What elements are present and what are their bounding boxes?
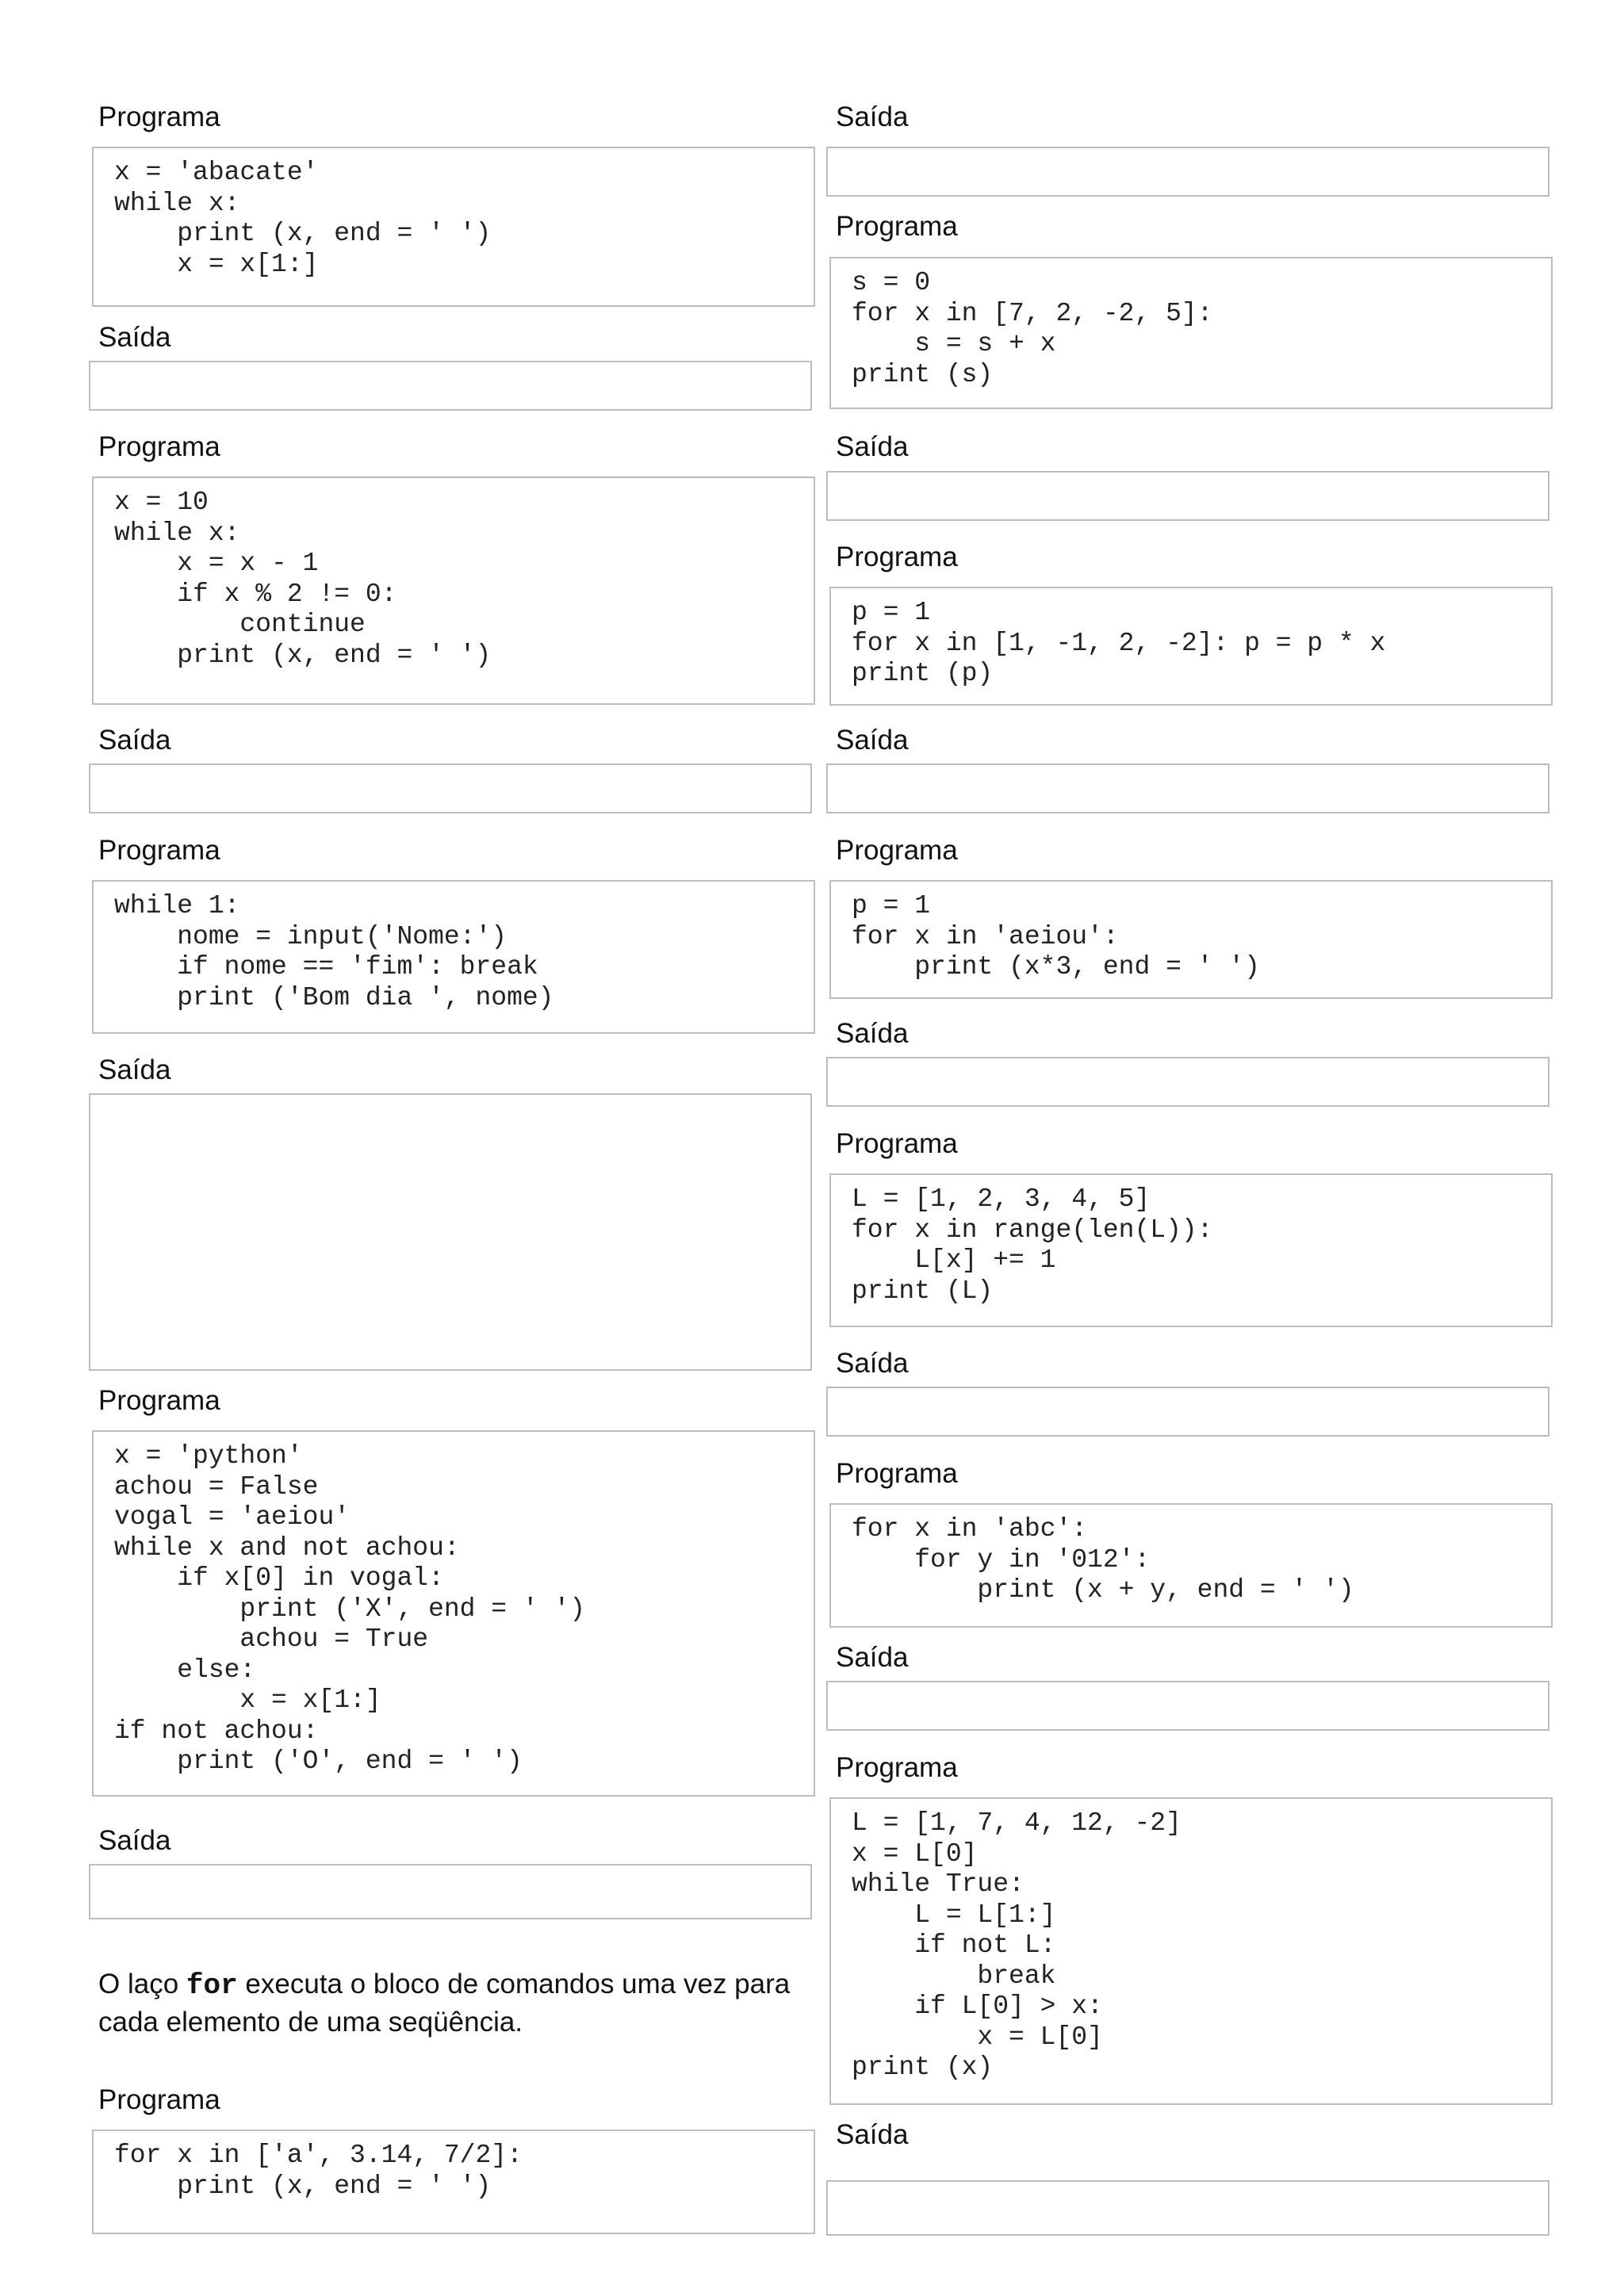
output-answer-box[interactable] bbox=[826, 471, 1549, 521]
output-label: Saída bbox=[98, 1825, 171, 1856]
program-code-box bbox=[829, 587, 1553, 706]
program-code: p = 1 for x in [1, -1, 2, -2]: p = p * x print (p) bbox=[852, 598, 1386, 688]
output-answer-box[interactable] bbox=[89, 1093, 812, 1371]
program-code: L = [1, 7, 4, 12, -2] x = L[0] while True: L = L[1:] if not L: break if L[0] > x: x = L[0] print (x) bbox=[852, 1808, 1182, 2082]
output-answer-box[interactable] bbox=[89, 361, 812, 411]
program-code-box bbox=[92, 147, 815, 307]
program-label: Programa bbox=[836, 541, 958, 572]
program-code: s = 0 for x in [7, 2, -2, 5]: s = s + x print (s) bbox=[852, 268, 1213, 389]
output-label: Saída bbox=[836, 1018, 909, 1049]
output-label: Saída bbox=[836, 431, 909, 462]
output-answer-box[interactable] bbox=[826, 1681, 1549, 1731]
description-text-end: executa o bloco de comandos uma vez para cada elemento de uma seqüência. bbox=[98, 1969, 791, 2038]
output-answer-box[interactable] bbox=[826, 147, 1549, 197]
description-text-start: O laço bbox=[98, 1969, 186, 1999]
program-code-box bbox=[829, 880, 1553, 999]
output-label: Saída bbox=[98, 322, 171, 353]
output-label: Saída bbox=[836, 1642, 909, 1673]
output-answer-box[interactable] bbox=[89, 763, 812, 813]
program-code-box bbox=[829, 1503, 1553, 1628]
program-code: for x in 'abc': for y in '012': print (x + y, end = ' ') bbox=[852, 1514, 1354, 1605]
output-answer-box[interactable] bbox=[826, 1387, 1549, 1437]
output-answer-box[interactable] bbox=[826, 763, 1549, 813]
output-label: Saída bbox=[836, 2119, 909, 2150]
for-loop-description bbox=[98, 1966, 812, 2041]
program-code: p = 1 for x in 'aeiou': print (x*3, end = ' ') bbox=[852, 891, 1260, 982]
program-code-box bbox=[92, 2130, 815, 2234]
output-label: Saída bbox=[98, 725, 171, 756]
program-code: x = 'python' achou = False vogal = 'aeiou' while x and not achou: if x[0] in vogal: print ('X', end = ' ') achou = True else: x = x[1:] if not achou: print ('O', end = ' ') bbox=[114, 1441, 586, 1776]
output-answer-box[interactable] bbox=[826, 1057, 1549, 1107]
program-code: for x in ['a', 3.14, 7/2]: print (x, end = ' ') bbox=[114, 2141, 523, 2201]
program-code-box bbox=[829, 1173, 1553, 1327]
program-label: Programa bbox=[98, 835, 220, 866]
program-label: Programa bbox=[98, 2084, 220, 2115]
program-label: Programa bbox=[836, 1752, 958, 1783]
output-label: Saída bbox=[836, 101, 909, 132]
output-answer-box[interactable] bbox=[826, 2180, 1549, 2236]
output-label: Saída bbox=[836, 725, 909, 756]
program-code: L = [1, 2, 3, 4, 5] for x in range(len(L)): L[x] += 1 print (L) bbox=[852, 1184, 1213, 1306]
output-label: Saída bbox=[98, 1054, 171, 1085]
program-code-box bbox=[92, 1430, 815, 1797]
for-keyword: for bbox=[186, 1969, 238, 2002]
program-code: x = 10 while x: x = x - 1 if x % 2 != 0: continue print (x, end = ' ') bbox=[114, 488, 492, 670]
program-label: Programa bbox=[836, 1458, 958, 1489]
program-code-box bbox=[92, 476, 815, 705]
program-label: Programa bbox=[98, 1385, 220, 1416]
output-label: Saída bbox=[836, 1348, 909, 1379]
program-label: Programa bbox=[836, 835, 958, 866]
output-answer-box[interactable] bbox=[89, 1864, 812, 1919]
program-label: Programa bbox=[836, 1128, 958, 1159]
program-label: Programa bbox=[836, 211, 958, 242]
program-code: x = 'abacate' while x: print (x, end = ' ') x = x[1:] bbox=[114, 158, 492, 279]
program-label: Programa bbox=[98, 431, 220, 462]
program-label: Programa bbox=[98, 101, 220, 132]
program-code-box bbox=[829, 257, 1553, 409]
program-code-box bbox=[829, 1797, 1553, 2105]
program-code-box bbox=[92, 880, 815, 1034]
program-code: while 1: nome = input('Nome:') if nome == 'fim': break print ('Bom dia ', nome) bbox=[114, 891, 554, 1012]
